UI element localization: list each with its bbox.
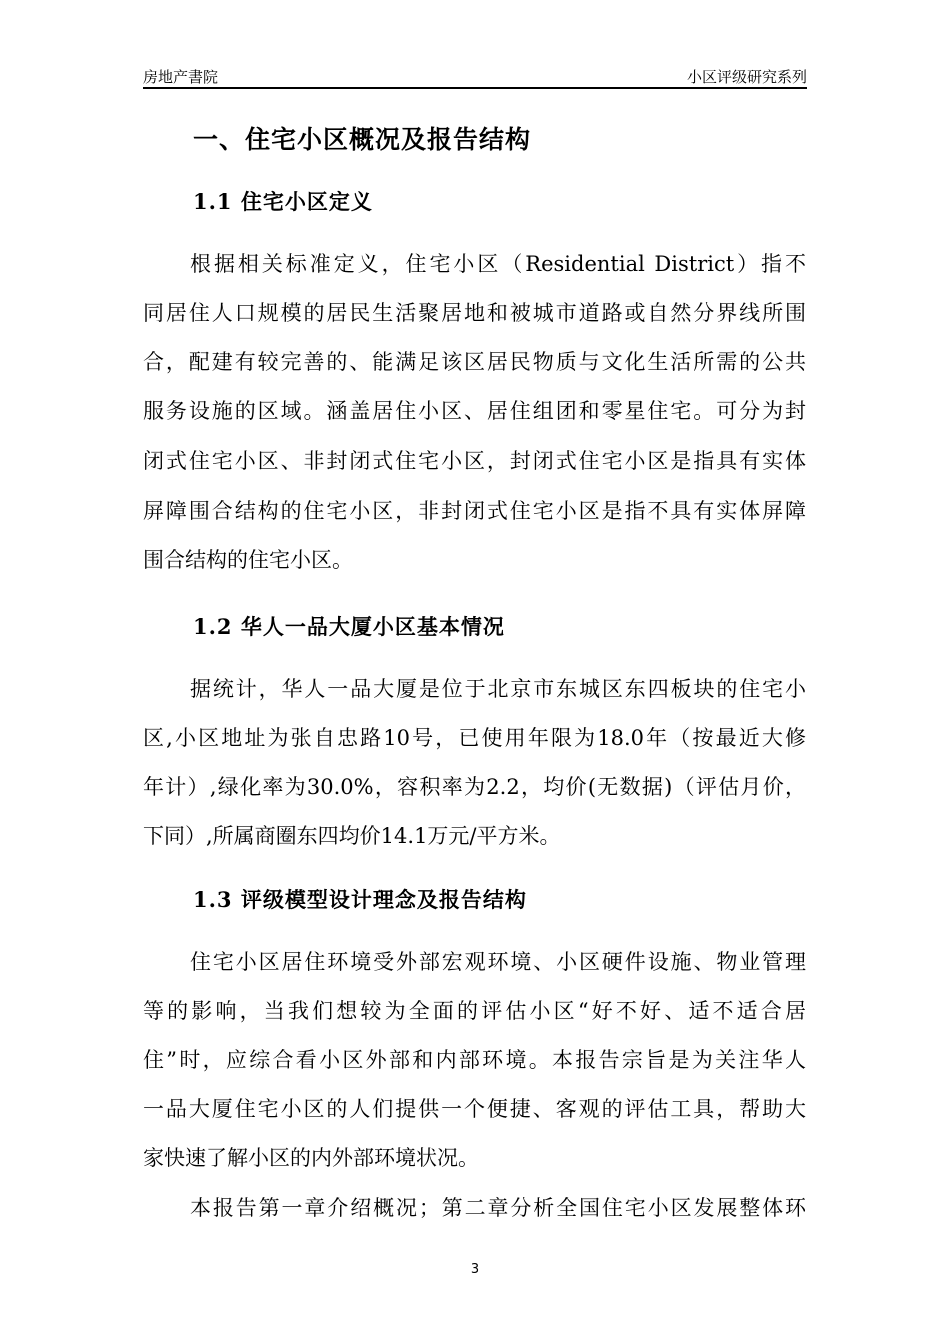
paragraph-line: 闭式住宅小区、非封闭式住宅小区，封闭式住宅小区是指具有实体	[143, 449, 806, 473]
paragraph-line: 区,小区地址为张自忠路10号，已使用年限为18.0年（按最近大修	[143, 726, 806, 750]
paragraph-line: 一品大厦住宅小区的人们提供一个便捷、客观的评估工具，帮助大	[143, 1097, 806, 1121]
header-right: 小区评级研究系列	[686, 68, 807, 86]
section-heading: 1.2 华人一品大厦小区基本情况	[193, 614, 505, 639]
page-number: 3	[470, 1262, 480, 1277]
paragraph-line: 屏障围合结构的住宅小区，非封闭式住宅小区是指不具有实体屏障	[143, 499, 806, 523]
paragraph-line: 服务设施的区域。涵盖居住小区、居住组团和零星住宅。可分为封	[143, 399, 806, 423]
chapter-title: 一、住宅小区概况及报告结构	[193, 125, 532, 154]
paragraph-line: 合，配建有较完善的、能满足该区居民物质与文化生活所需的公共	[143, 350, 806, 374]
paragraph-line: 同居住人口规模的居民生活聚居地和被城市道路或自然分界线所围	[143, 301, 806, 325]
paragraph-line: 本报告第一章介绍概况；第二章分析全国住宅小区发展整体环	[190, 1196, 806, 1220]
section-heading: 1.1 住宅小区定义	[193, 189, 373, 214]
header-left: 房地产書院	[143, 68, 219, 86]
paragraph-line: 据统计，华人一品大厦是位于北京市东城区东四板块的住宅小	[190, 677, 806, 701]
paragraph-line: 年计）,绿化率为30.0%，容积率为2.2，均价(无数据)（评估月价，	[143, 775, 806, 799]
paragraph-line: 等的影响，当我们想较为全面的评估小区“好不好、适不适合居	[143, 999, 806, 1023]
section-heading: 1.3 评级模型设计理念及报告结构	[193, 887, 527, 912]
header-rule	[143, 87, 807, 89]
paragraph-line: 住宅小区居住环境受外部宏观环境、小区硬件设施、物业管理	[190, 950, 806, 974]
paragraph-line: 家快速了解小区的内外部环境状况。	[143, 1146, 479, 1170]
paragraph-line: 根据相关标准定义，住宅小区（Residential District）指不	[190, 252, 806, 276]
paragraph-line: 围合结构的住宅小区。	[143, 548, 353, 572]
paragraph-line: 下同）,所属商圈东四均价14.1万元/平方米。	[143, 824, 561, 848]
paragraph-line: 住”时，应综合看小区外部和内部环境。本报告宗旨是为关注华人	[143, 1048, 806, 1072]
